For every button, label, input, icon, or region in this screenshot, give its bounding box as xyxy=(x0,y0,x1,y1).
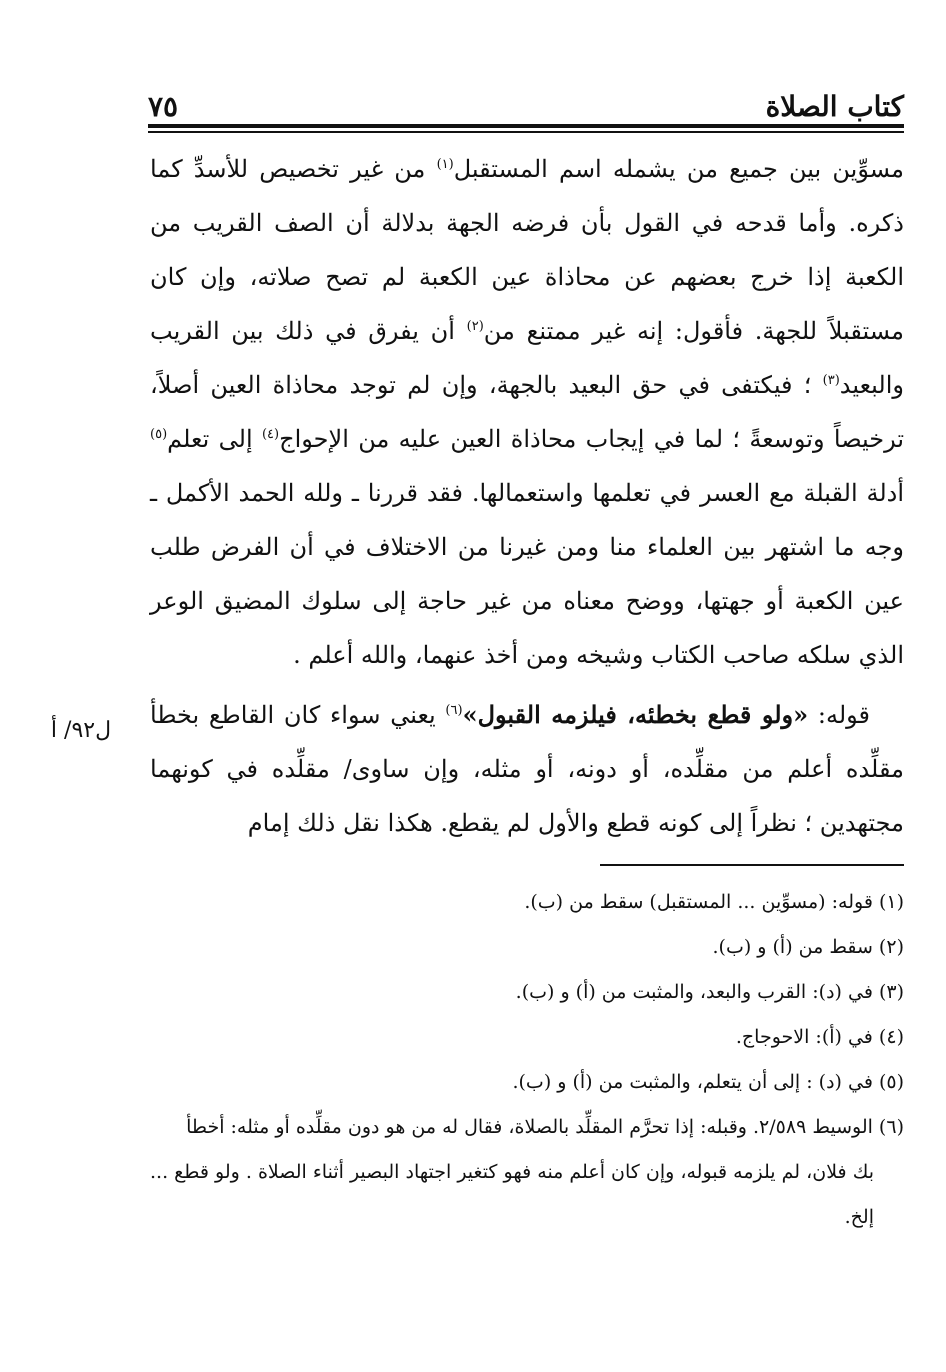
quoted-matn: «ولو قطع بخطئه، فيلزمه القبول» xyxy=(462,700,809,729)
footnote-6-continuation: بك فلان، لم يلزمه قبوله، وإن كان أعلم منه فهو كتغير اجتهاد البصير أثناء الصلاة . ولو قطع ... إلخ. xyxy=(150,1161,874,1228)
paragraph-2 xyxy=(150,688,904,850)
footnote-marker-5: (٥) xyxy=(150,427,168,442)
footnote-marker-1: (١) xyxy=(436,157,454,172)
text-run: يعني سواء كان القاطع بخطأ مقلِّده أعلم من مقلِّده، أو دونه، أو مثله، وإن ساوى/ مقلِّده في كونهما مجتهدين ؛ نظراً إلى كونه قطع والأول لم يقطع. هكذا نقل ذلك إمام xyxy=(150,701,904,837)
footnote-4: (٤) في (أ): الاحوجاج. xyxy=(735,1026,904,1048)
footnote-1: (١) قوله: (مسوِّين ... المستقبل) سقط من (ب). xyxy=(524,891,904,913)
footnote-3: (٣) في (د): القرب والبعد، والمثبت من (أ) و (ب). xyxy=(515,981,904,1003)
paragraph-1 xyxy=(150,142,904,682)
manuscript-folio-ref: ل٩٢/ أ xyxy=(50,718,112,743)
page-number: ٧٥ xyxy=(148,90,179,123)
footnote-6-text: (٦) الوسيط ٢/٥٨٩. وقبله: إذا تحرَّم المقلِّد بالصلاة، فقال له من هو دون مقلِّده أو مثله: أخطأ xyxy=(186,1116,904,1138)
footnote-marker-4: (٤) xyxy=(261,427,280,442)
text-run: من غير تخصيص للأسدِّ كما ذكره. وأما قدحه في القول بأن فرضه الجهة بدلالة أن الصف القريب من الكعبة إذا خرج بعضهم عن محاذاة عين الكعبة لم تصح صلاته، وإن كان مستقبلاً للجهة. فأقول: إنه غير ممتنع من xyxy=(150,155,904,345)
main-text xyxy=(150,142,904,850)
header-rule-thick xyxy=(148,124,904,128)
text-run: قوله: xyxy=(808,701,870,729)
footnote-separator xyxy=(600,864,904,866)
text-run: ؛ فيكتفى في حق البعيد بالجهة، وإن لم توجد محاذاة العين أصلاً، ترخيصاً وتوسعةً ؛ لما في إيجاب محاذاة العين عليه من الإحواج xyxy=(150,371,904,453)
footnote-marker-3: (٣) xyxy=(822,373,840,388)
running-head xyxy=(148,86,904,126)
header-rule-thin xyxy=(148,131,904,133)
footnote-2: (٢) سقط من (أ) و (ب). xyxy=(712,936,904,958)
footnote-6 xyxy=(150,1105,904,1240)
footnote-5: (٥) في (د) : إلى أن يتعلم، والمثبت من (أ) و (ب). xyxy=(512,1071,904,1093)
text-run: أن يفرق في ذلك بين القريب والبعيد xyxy=(150,317,904,399)
text-run: مسوِّين بين جميع من يشمله اسم المستقبل xyxy=(453,155,904,183)
text-run: إلى تعلم xyxy=(167,425,262,453)
footnote-marker-2: (٢) xyxy=(466,319,484,334)
book-title: كتاب الصلاة xyxy=(765,90,904,123)
footnotes xyxy=(150,880,904,1240)
text-run: أدلة القبلة مع العسر في تعلمها واستعمالها. فقد قررنا ـ ولله الحمد الأكمل ـ وجه ما اشتهر بين العلماء منا ومن غيرنا من الاختلاف في أن الفرض طلب عين الكعبة أو جهتها، ووضح معناه من غير حاجة إلى سلوك المضيق الوعر الذي سلكه صاحب الكتاب وشيخه ومن أخذ عنهما، والله أعلم . xyxy=(150,479,904,669)
footnote-marker-6: (٦) xyxy=(445,703,463,718)
